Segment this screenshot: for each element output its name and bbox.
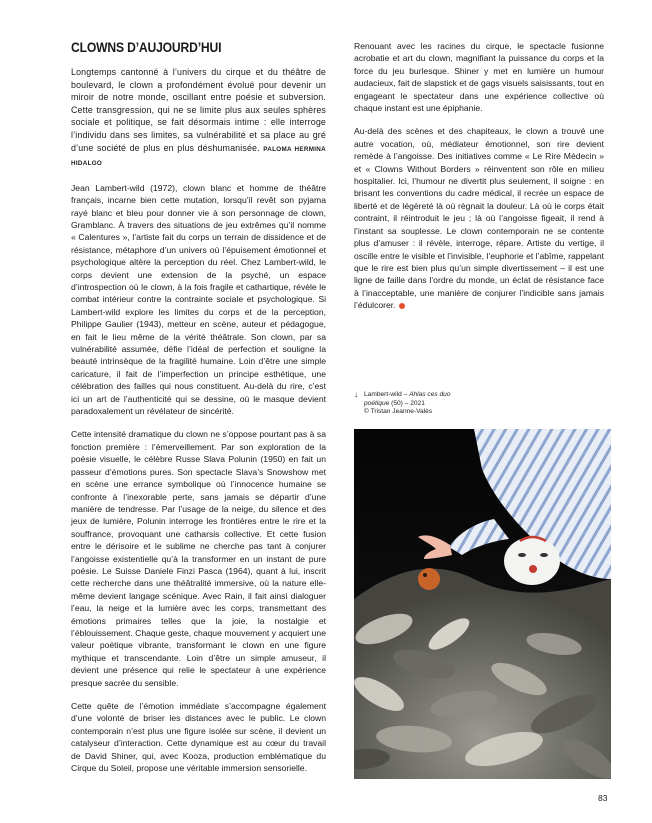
body-paragraph-5 xyxy=(354,125,604,311)
article-lede xyxy=(71,66,326,171)
clown-on-shoes-illustration xyxy=(354,429,611,779)
caption-work-title: Ahlas ces duo poétique xyxy=(364,391,451,407)
caption-work-info: (50) – 2021 xyxy=(391,399,425,407)
left-column xyxy=(71,40,326,785)
photo-caption xyxy=(354,391,474,417)
clown-photo xyxy=(354,429,611,779)
author-signature: PALOMA HERMINA HIDALGO xyxy=(71,145,326,168)
body-paragraph-4: Renouant avec les racines du cirque, le spectacle fusionne acrobatie et art du clown, magnifiant la puissance du corps et la force du jeu burlesque. Shiner y met en lumière un humour audacieux, fait de slapstick et de gags visuels saisissants, tout en engageant le spectateur dans une expérience collective où chaque instant est une épiphanie. xyxy=(354,41,604,114)
caption-photographer: © Tristan Jeanne-Valès xyxy=(364,408,433,416)
body-paragraph-2: Cette intensité dramatique du clown ne s’oppose pourtant pas à sa fonction première : l’émerveillement. Par son exploration de la poésie visuelle, le célèbre Russe Slava Polunin (1950) en fait un passeur d’émotions pures. Son spectacle Slava’s Snowshow met en scène une errance symbolique où l’innocence humaine se confronte à l’inexorable perte, sans jamais se départir d’une manière de tendresse. Par l’usage de la neige, du silence et des jeux de lumière, Polunin interroge les frontières entre le rire et la souffrance, provoquant une catharsis collective. Et cette fusion entre le dérisoire et le sublime ne cherche pas tant à conjurer l’angoisse existentielle qu’à la transformer en un instant de pure poésie. Le Suisse Daniele Finzi Pasca (1964), quant à lui, inscrit cette recherche dans une théâtralité immersive, où la nature elle-même devient langage scénique. Avec Rain, il fait ainsi dialoguer l’eau, la neige et la lumière avec les corps, transmettant des émotions primaires telles que la joie, la nostalgie et l’éblouissement. Chaque geste, chaque mouvement y acquiert une valeur poétique vibrante, transformant le clown en une figure mythique et transcendante. Loin d’être un simple amuseur, il devient une présence qui relie le spectateur à une expérience presque sacrée du sensible. xyxy=(71,429,326,688)
body-paragraph-3: Cette quête de l’émotion immédiate s’accompagne également d’une volonté de briser les distances avec le public. Le clown contemporain n’est plus une figure isolée sur scène, il devient un catalyseur d’interaction. Cette dynamique est au cœur du travail de David Shiner, qui, avec Kooza, production emblématique du Cirque du Soleil, propose une véritable immersion sensorielle. xyxy=(71,701,326,774)
caption-credit-name: Lambert-wild – xyxy=(364,391,408,398)
lede-text: Longtemps cantonné à l’univers du cirque et du théâtre de boulevard, le clown a profondément évolué pour devenir un miroir de notre monde, oscillant entre poésie et subversion. Cette transgression, qui ne se limite plus aux seules sphères sociale et politique, se fait désormais intime : elle interroge l’individu dans ses limites, sa vulnérabilité et sa place au gré d’une société de plus en plus déshumanisée. xyxy=(71,67,326,153)
end-of-article-dot-icon xyxy=(399,303,405,309)
page-number: 83 xyxy=(598,793,608,803)
article-heading: CLOWNS D’AUJOURD’HUI xyxy=(71,40,222,55)
body-paragraph-5-text: Au-delà des scènes et des chapiteaux, le clown a trouvé une autre vocation, où, médiateur émotionnel, son rire devient remède à l’angoisse. Des initiatives comme « Le Rire Médecin » et « Clowns Without Borders » réinventent son rôle en milieu hospitalier. Ici, l’humour ne divertit plus seulement, il soigne : en brisant les conventions du cadre médical, il recrée un espace de liberté et de légèreté là où règnait la douleur. Là où le corps était contraint, il réintroduit le jeu ; là où l’angoisse figeait, il rend à l’instant sa souplesse. Le clown contemporain ne se contente plus d’amuser : il révèle, interroge, répare. Artiste du vertige, il oscille entre le visible et l’invisible, l’euphorie et l’abîme, rappelant que le rire est bien plus qu’un simple divertissement – il est une ligne de faille dans l’ordre du monde, un éclat de résistance face à l’inacceptable, une manière de conjurer l’indicible sans jamais l’édulcorer. xyxy=(354,126,604,311)
right-column xyxy=(354,40,604,323)
body-paragraph-1: Jean Lambert-wild (1972), clown blanc et homme de théâtre français, incarne bien cette mutation, lorsqu’il revêt son pyjama rayé blanc et bleu pour donner vie à son personnage de clown, Gramblanc. À travers des situations de jeu extrêmes qu’il nomme « Calentures », l’artiste fait du corps un terrain de dissidence et de résistance, métaphore d’un univers où l’épuisement émotionnel et psychologique altère la perception du réel. Chez Lambert-wild, le corps devient une extension de la psyché, un espace d’introspection où le clown, à la fois fragile et cathartique, révèle le combat intérieur contre la contrainte sociale et psychologique. Si Lambert-wild explore les limites du corps et de la perception, Philippe Gaulier (1943), metteur en scène, auteur et pédagogue, en fait le lieu même de la vérité théâtrale. Son clown, par sa vulnérabilité assumée, défie l’idéal de perfection et souligne la beauté intrinsèque de la fragilité humaine. Loin d’être une simple caricature, il fait de l’imperfection un principe esthétique, une célébration des failles qui nous constituent. Au-delà du rire, c’est ici un art de l’authenticité qui se dessine, où le masque devient paradoxalement un révélateur de sincérité. xyxy=(71,182,326,417)
arrow-down-icon: ↓ xyxy=(354,390,358,399)
